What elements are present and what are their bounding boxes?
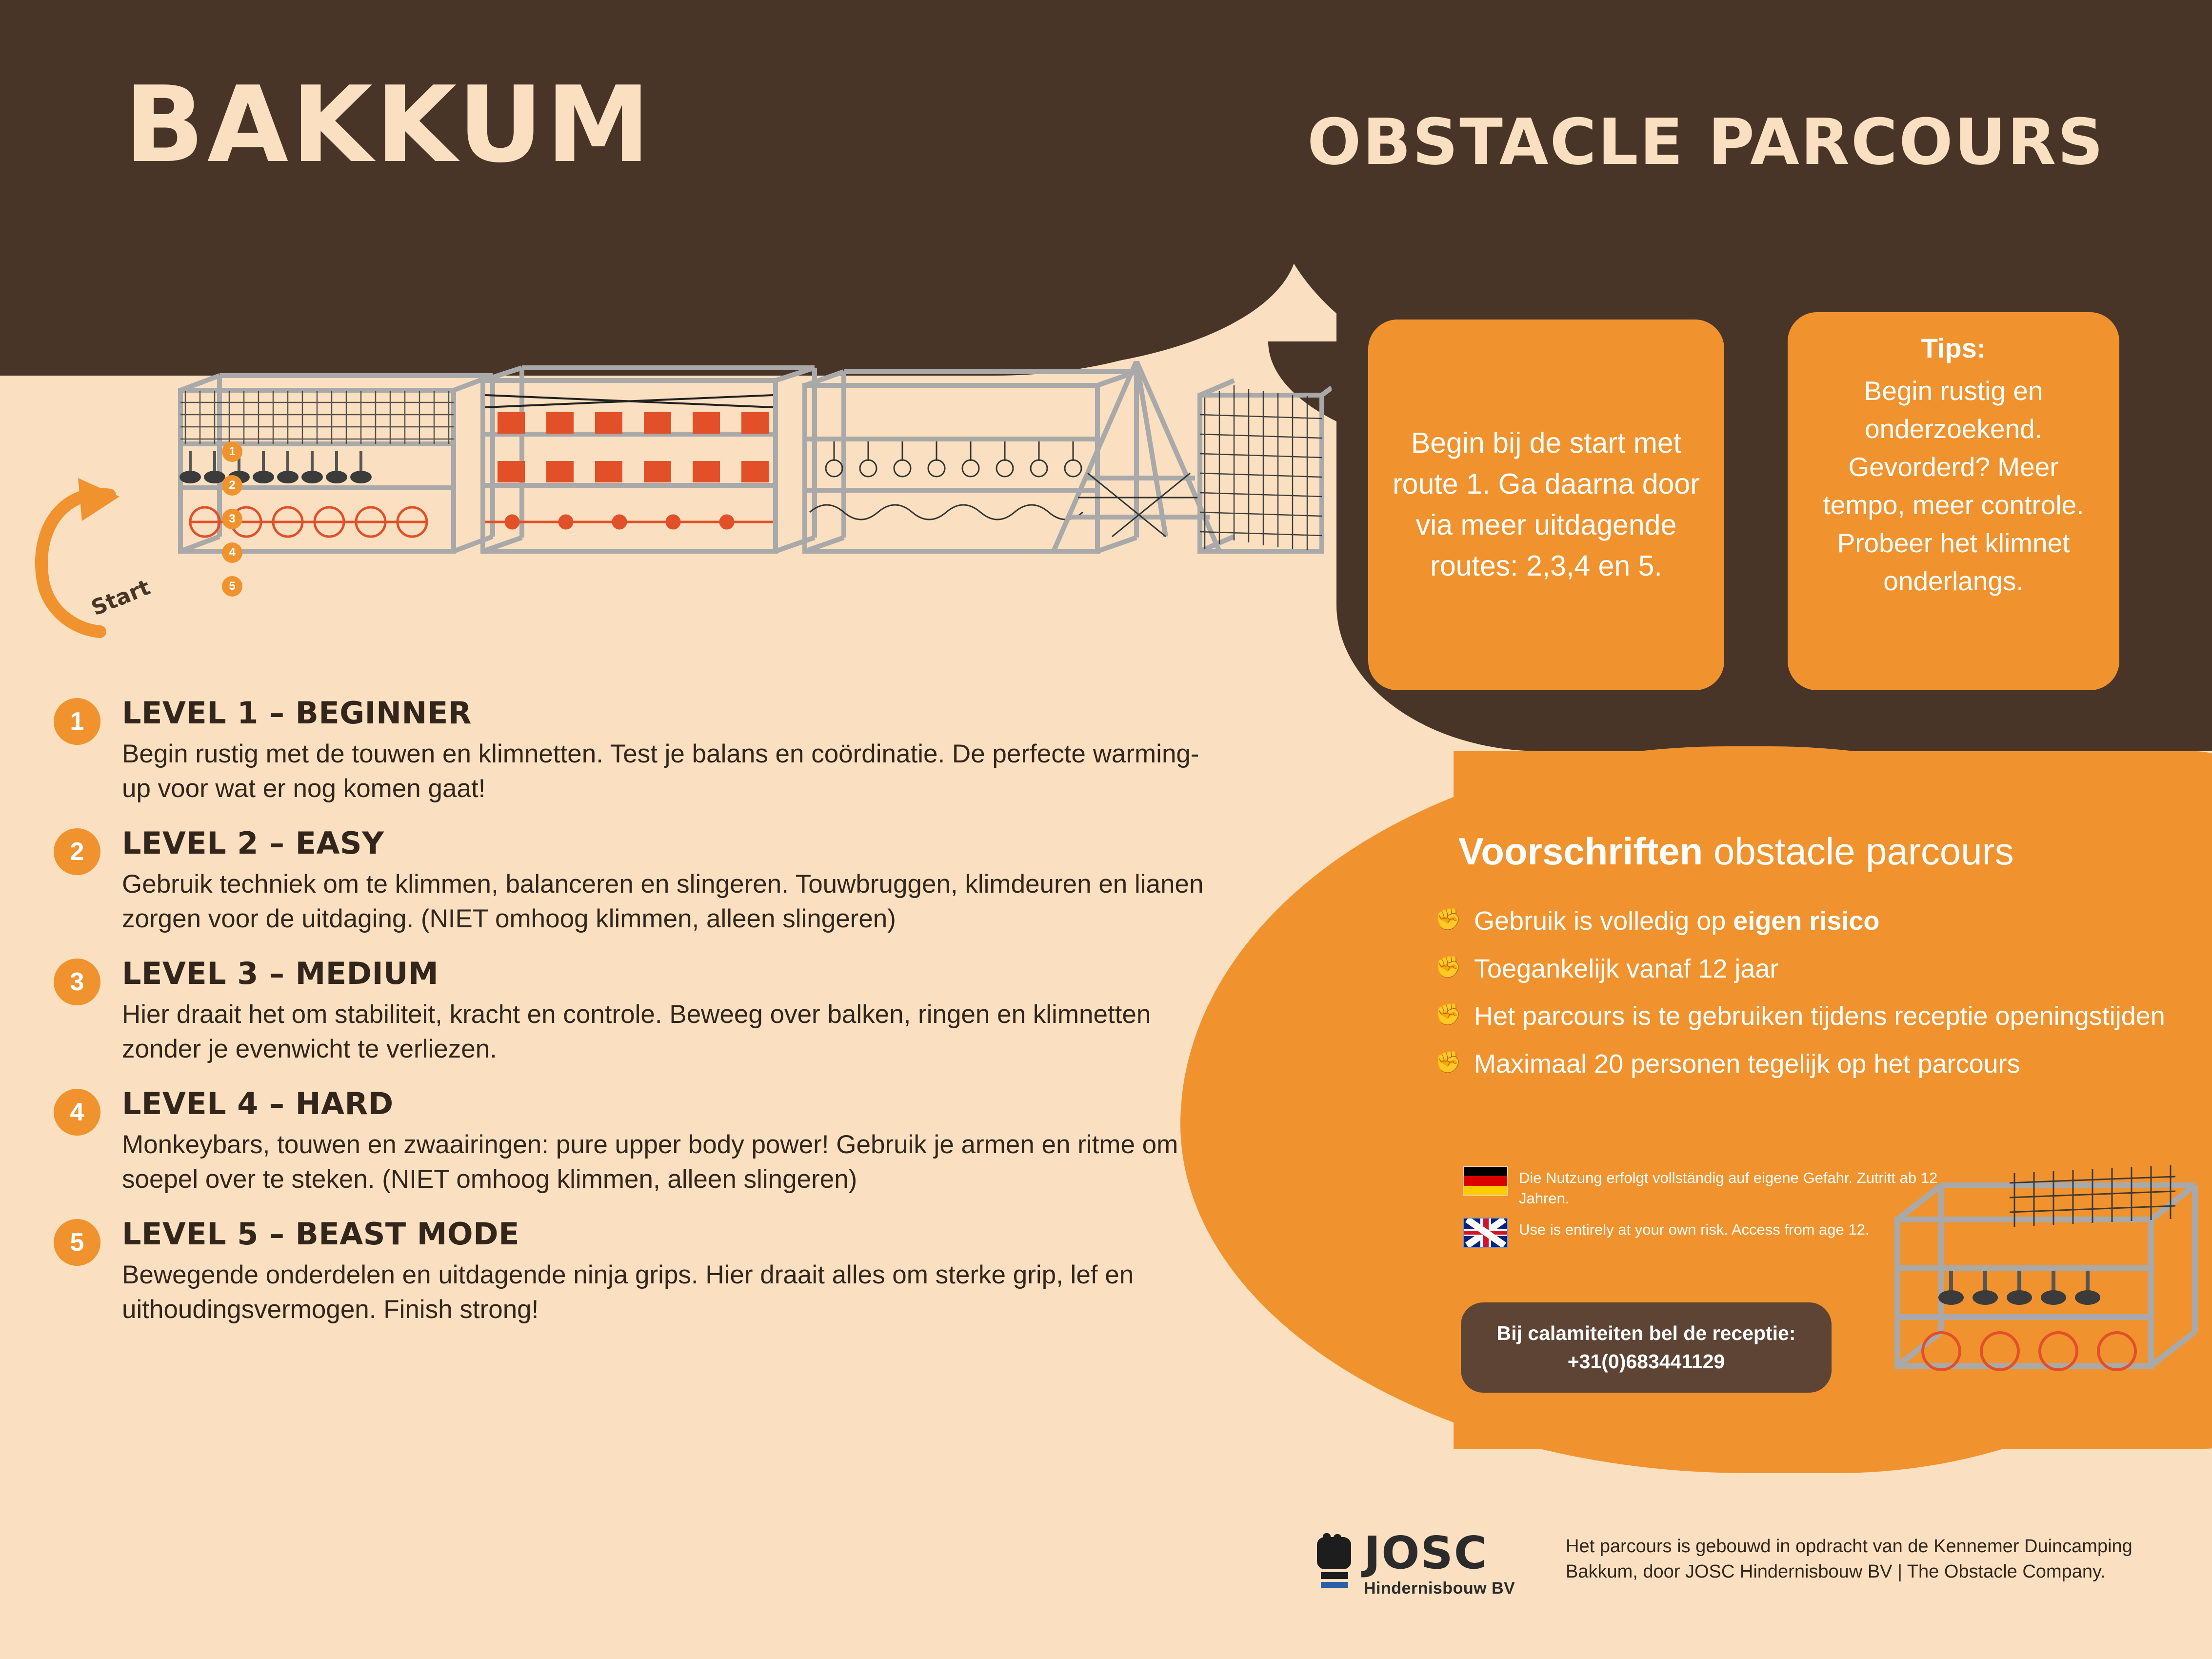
translation-text-uk: Use is entirely at your own risk. Access from age 12.	[1519, 1220, 1870, 1238]
level-title: LEVEL 4 – HARD	[122, 1086, 394, 1122]
fist-icon: ✊	[1435, 1050, 1462, 1074]
rules-title-rest: obstacle parcours	[1703, 830, 2014, 873]
start-instruction-text: Begin bij de start met route 1. Ga daarna door via meer uitdagende routes: 2,3,4 en 5.	[1393, 427, 1700, 582]
start-arrow-icon	[20, 468, 166, 644]
start-label: Start	[88, 575, 154, 621]
obstacle-course-illustration-secondary	[1868, 1146, 2210, 1449]
level-description: Bewegende onderdelen en uitdagende ninja grips. Hier draait alles om sterke grip, lef en uithoudingsvermogen. Finish strong!	[122, 1260, 1134, 1324]
route-number-1: 1	[222, 441, 242, 462]
footer-credit-text: Het parcours is gebouwd in opdracht van de Kennemer Duincamping Bakkum, door JOSC Hindernisbouw BV | The Obstacle Company.	[1566, 1536, 2132, 1582]
rules-title	[1458, 829, 2014, 874]
level-description: Begin rustig met de touwen en klimnetten. Test je balans en coördinatie. De perfecte warming-up voor wat er nog komen gaat!	[122, 740, 1199, 803]
josc-logo-word: JOSC	[1364, 1527, 1488, 1579]
level-badge: 1	[54, 698, 100, 745]
route-number-5: 5	[222, 576, 242, 597]
josc-logo	[1312, 1527, 1546, 1598]
level-title: LEVEL 5 – BEAST MODE	[122, 1216, 519, 1252]
level-title: LEVEL 1 – BEGINNER	[122, 695, 472, 731]
level-badge: 2	[54, 828, 100, 875]
rule-text: Gebruik is volledig op eigen risico	[1474, 906, 1880, 936]
rules-title-bold: Voorschriften	[1458, 830, 1703, 873]
page-title-right: OBSTACLE PARCOURS	[1307, 105, 2105, 179]
fist-logo-icon	[1312, 1533, 1357, 1592]
level-item	[29, 695, 1210, 806]
level-description: Monkeybars, touwen en zwaairingen: pure upper body power! Gebruik je armen en ritme om soepel over te steken. (NIET omhoog klimmen, alleen slingeren)	[122, 1130, 1178, 1194]
level-title: LEVEL 3 – MEDIUM	[122, 956, 439, 992]
fist-icon: ✊	[1435, 955, 1462, 979]
level-badge: 4	[54, 1089, 100, 1136]
footer	[1312, 1527, 2151, 1598]
rule-item	[1434, 1048, 2195, 1081]
header-banner-left-tail	[858, 244, 1297, 371]
levels-list	[29, 695, 1210, 1346]
de-flag-icon	[1463, 1166, 1508, 1196]
route-number-list	[222, 441, 242, 610]
start-instruction-card	[1368, 320, 1724, 690]
route-number-4: 4	[222, 542, 242, 563]
level-item	[29, 956, 1210, 1066]
rule-text: Maximaal 20 personen tegelijk op het parcours	[1474, 1049, 2020, 1079]
uk-flag-icon	[1463, 1218, 1508, 1248]
rules-list	[1434, 905, 2195, 1095]
level-badge: 3	[54, 959, 100, 1005]
tips-card-text: Begin rustig en onderzoekend. Gevorderd? Meer tempo, meer controle. Probeer het klimnet onderlangs.	[1823, 375, 2084, 596]
obstacle-course-illustration	[161, 361, 1332, 663]
level-title: LEVEL 2 – EASY	[122, 825, 384, 861]
translation-text-de: Die Nutzung erfolgt vollständig auf eigene Gefahr. Zutritt ab 12 Jahren.	[1519, 1169, 1938, 1207]
route-number-2: 2	[222, 475, 242, 496]
rule-item	[1434, 905, 2195, 938]
rule-text: Het parcours is te gebruiken tijdens receptie openingstijden	[1474, 1001, 2165, 1031]
level-item	[29, 1086, 1210, 1197]
fist-icon: ✊	[1435, 1002, 1462, 1026]
rule-item	[1434, 953, 2195, 986]
level-item	[29, 1216, 1210, 1327]
level-description: Hier draait het om stabiliteit, kracht en controle. Beweeg over balken, ringen en klimnetten zonder je evenwicht te verliezen.	[122, 1000, 1151, 1064]
rule-text: Toegankelijk vanaf 12 jaar	[1474, 954, 1779, 983]
level-description: Gebruik techniek om te klimmen, balanceren en slingeren. Touwbruggen, klimdeuren en lianen zorgen voor de uitdaging. (NIET omhoog klimmen, alleen slingeren)	[122, 870, 1204, 934]
josc-logo-subtitle: Hindernisbouw BV	[1364, 1579, 1515, 1598]
tips-card-title: Tips:	[1921, 333, 1986, 363]
rule-item	[1434, 1000, 2195, 1033]
emergency-contact-box	[1461, 1302, 1832, 1393]
level-item	[29, 825, 1210, 936]
tips-card	[1788, 312, 2119, 690]
emergency-phone: +31(0)683441129	[1567, 1350, 1725, 1373]
fist-icon: ✊	[1435, 907, 1462, 931]
page-title-left: BAKKUM	[124, 63, 654, 186]
route-number-3: 3	[222, 509, 242, 529]
emergency-line-1: Bij calamiteiten bel de receptie:	[1496, 1322, 1796, 1345]
level-badge: 5	[54, 1219, 100, 1266]
